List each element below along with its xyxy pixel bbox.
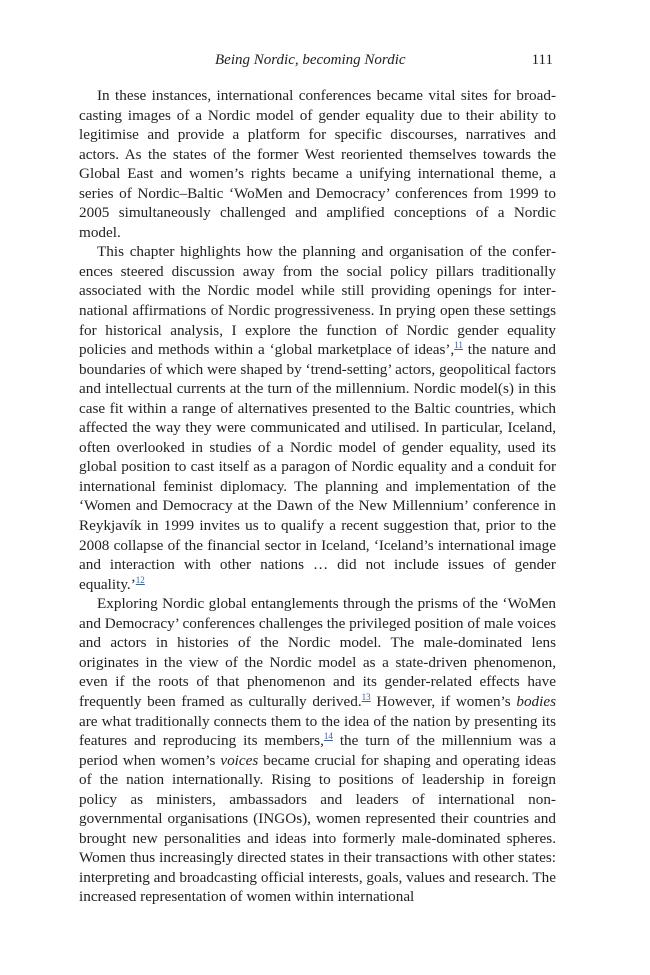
footnote-reference[interactable]: 11 — [454, 340, 463, 351]
running-title: Being Nordic, becoming Nordic — [215, 52, 406, 68]
footnote-superscript — [454, 340, 463, 350]
body-text — [79, 86, 556, 907]
footnote-reference[interactable]: 14 — [323, 730, 333, 741]
emphasized-text: voices — [220, 751, 259, 769]
footnote-superscript — [136, 575, 145, 585]
paragraph — [79, 86, 556, 242]
footnote-reference[interactable]: 13 — [361, 691, 371, 702]
text-run: However, if women’s — [370, 692, 517, 710]
text-run: the nature and boundaries of which were shaped by ‘trend-setting’ actors, geopolitical factors and intellectual currents at the turn of the millennium. Nordic model(s) in this case fit within a range of alternatives presented to the Baltic countries, which affected the way they were communicated and utilised. In particular, Iceland, often overlooked in studies of a Nordic model of gender equality, used its global position to cast itself as a paragon of Nordic equality and a conduit for international feminist diplomacy. The planning and implementation of the ‘Women and Democracy at the Dawn of the New Millennium’ conference in Reykjavík in 1999 invites us to qualify a recent suggestion that, prior to the 2008 collapse of the financial sector in Iceland, ‘Iceland’s international image and interaction with other nations … did not include issues of gender equality.’ — [79, 341, 556, 593]
footnote-superscript — [362, 692, 371, 702]
footnote-superscript — [324, 731, 333, 741]
text-run: In these instances, international conferences became vital sites for broadcasting images of a Nordic model of gender equality due to their ability to legitimise and provide a platform for specific discourses, narratives and actors. As the states of the former West reoriented themselves towards the Global East and women’s rights became a unifying international theme, a series of Nordic–Baltic ‘WoMen and Democracy’ conferences from 1999 to 2005 simultaneously challenged and amplified conceptions of a Nordic model. — [79, 87, 556, 241]
text-run: This chapter highlights how the planning and organisation of the conferences steered discussion away from the social policy pillars traditionally associated with the Nordic model while still providing openings for international affirmations of Nordic progressiveness. In prying open these settings for historical analysis, I explore the function of Nordic gender equality policies and methods within a ‘global marketplace of ideas’, — [79, 243, 556, 359]
text-run: are what traditionally connects them to the idea of the nation by presenting its features and reproducing its members, — [79, 712, 556, 750]
emphasized-text: bodies — [516, 692, 557, 710]
footnote-reference[interactable]: 12 — [135, 574, 145, 585]
paragraph — [79, 594, 556, 907]
text-run: Exploring Nordic global entanglements through the prisms of the ‘WoMen and Democracy’ conferences challenges the privileged position of male voices and actors in histories of the Nordic model. The male-dominated lens originates in the view of the Nordic model as a state-driven phenomenon, even if the roots of that phenomenon and its gender-related effects have frequently been framed as culturally derived. — [79, 595, 556, 710]
page-header — [0, 49, 650, 71]
paragraph — [79, 242, 556, 594]
page-number: 111 — [531, 52, 553, 68]
text-run: became crucial for shaping and operating ideas of the nation internationally. Rising to positions of leadership in foreign policy as ministers, ambassadors and leaders of international non-governmental organisations (INGOs), women represented their countries and brought new personalities and ideas into formerly male-dominated spheres. Women thus increasingly directed states in their transactions with other states: interpreting and broadcasting official interests, goals, values and research. The increased representation of women within international — [79, 751, 556, 906]
text-run: the turn of the millennium was a period when women’s — [79, 732, 556, 769]
